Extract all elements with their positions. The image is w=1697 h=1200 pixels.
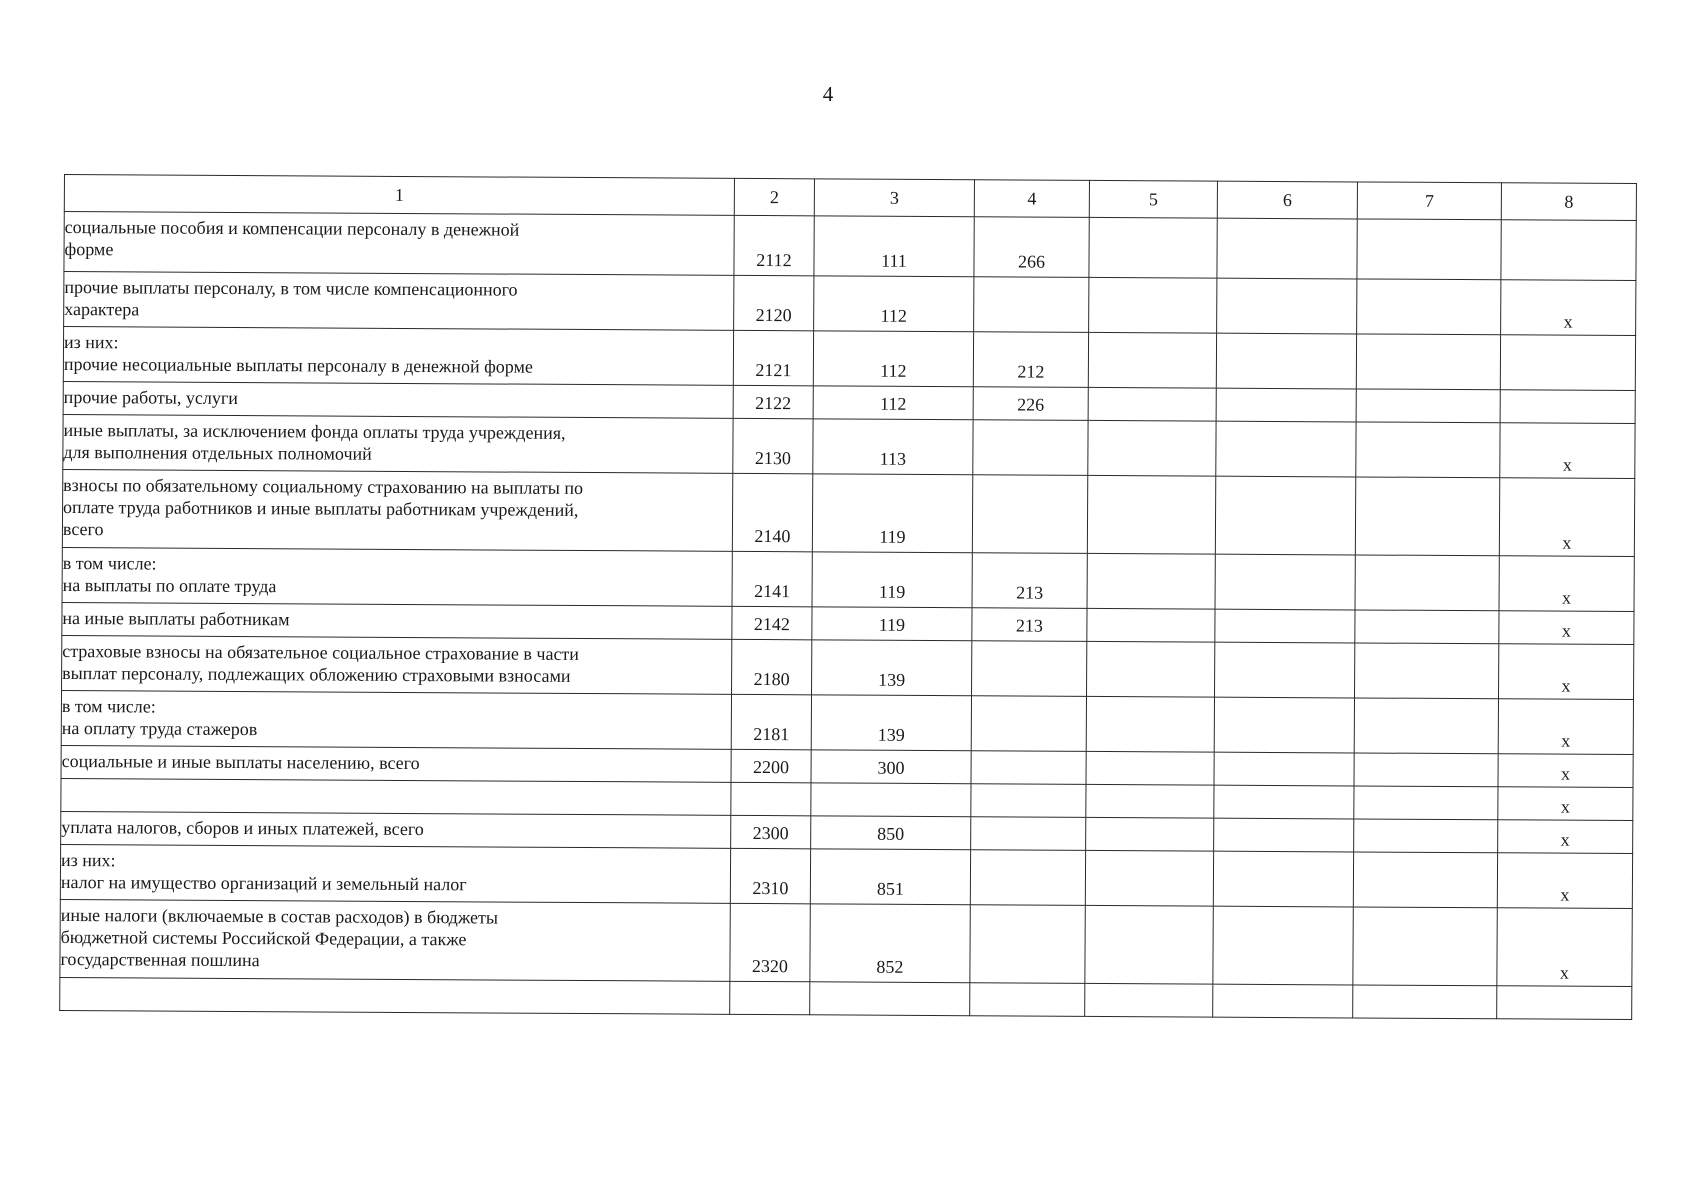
col-7-cell xyxy=(1353,985,1497,1019)
description-line: налог на имущество организаций и земельный налог xyxy=(60,871,467,895)
table-row xyxy=(62,469,1634,556)
col-6-cell xyxy=(1213,851,1353,907)
description-line xyxy=(60,982,721,986)
kosgu-code xyxy=(971,751,1086,785)
expense-type-code: 852 xyxy=(810,904,970,983)
col-6-cell xyxy=(1213,906,1353,985)
col-5-cell xyxy=(1087,641,1215,697)
description-line: прочие выплаты персоналу, в том числе компенсационного xyxy=(64,277,518,300)
row-code: 2320 xyxy=(730,903,810,981)
row-description xyxy=(61,745,731,782)
description-line: характера xyxy=(64,299,140,320)
description-line: форме xyxy=(64,239,114,260)
col-8-mark: х xyxy=(1498,820,1633,854)
row-description xyxy=(63,381,733,418)
table-body xyxy=(60,212,1637,1020)
expense-type-code: 139 xyxy=(811,695,971,751)
col-7-cell xyxy=(1356,389,1500,423)
col-6-cell xyxy=(1217,278,1357,334)
table-row xyxy=(62,547,1634,611)
table-row xyxy=(63,414,1635,478)
description-line: на иные выплаты работникам xyxy=(62,607,290,630)
row-description xyxy=(62,547,732,606)
col-8-mark: х xyxy=(1498,754,1633,788)
row-description xyxy=(62,469,732,551)
description-line: государственная пошлина xyxy=(60,948,260,971)
kosgu-code xyxy=(971,696,1086,752)
row-code: 2120 xyxy=(734,275,814,330)
table-row xyxy=(61,690,1633,754)
col-5-cell xyxy=(1086,696,1214,752)
col-8-mark xyxy=(1500,335,1635,391)
col-5-cell xyxy=(1086,817,1214,851)
col-5-cell xyxy=(1085,850,1213,906)
col-5-cell xyxy=(1085,905,1213,984)
col-5-cell xyxy=(1086,751,1214,785)
description-line: на оплату труда стажеров xyxy=(61,717,258,740)
col-5-cell xyxy=(1089,217,1217,278)
expense-type-code: 112 xyxy=(813,386,973,420)
description-line: прочие работы, услуги xyxy=(63,387,238,409)
kosgu-code xyxy=(971,784,1086,818)
col-8-mark xyxy=(1497,986,1632,1020)
row-description xyxy=(62,635,732,694)
col-7-cell xyxy=(1355,643,1499,699)
col-5-cell xyxy=(1089,277,1217,333)
col-8-mark: х xyxy=(1500,423,1635,479)
description-line xyxy=(61,783,722,787)
header-col-3: 3 xyxy=(814,179,974,217)
col-7-cell xyxy=(1354,819,1498,853)
col-8-mark: х xyxy=(1499,644,1634,700)
header-col-8: 8 xyxy=(1501,183,1636,221)
header-col-4: 4 xyxy=(974,180,1089,218)
row-code: 2310 xyxy=(730,848,810,903)
expense-type-code: 119 xyxy=(812,474,972,553)
col-7-cell xyxy=(1355,610,1499,644)
col-7-cell xyxy=(1353,852,1497,908)
col-5-cell xyxy=(1087,553,1215,609)
expense-type-code: 850 xyxy=(811,816,971,850)
col-8-mark: х xyxy=(1498,699,1633,755)
col-7-cell xyxy=(1355,477,1499,556)
row-description xyxy=(61,690,731,749)
col-6-cell xyxy=(1216,421,1356,477)
row-code: 2142 xyxy=(732,606,812,639)
row-description xyxy=(61,811,731,848)
expense-type-code: 139 xyxy=(812,640,972,696)
row-description xyxy=(60,899,730,981)
kosgu-code xyxy=(974,277,1089,333)
description-line: социальные и иные выплаты населению, всего xyxy=(61,750,420,774)
kosgu-code xyxy=(970,905,1085,984)
col-8-mark: х xyxy=(1498,787,1633,821)
row-description xyxy=(60,844,730,903)
row-code: 2180 xyxy=(732,639,812,694)
kosgu-code: 226 xyxy=(973,387,1088,421)
col-5-cell xyxy=(1085,983,1213,1017)
kosgu-code: 213 xyxy=(972,553,1087,609)
header-col-5: 5 xyxy=(1089,180,1217,218)
col-8-mark: х xyxy=(1501,280,1636,336)
expense-type-code: 119 xyxy=(812,607,972,641)
row-code: 2122 xyxy=(733,385,813,418)
col-5-cell xyxy=(1087,608,1215,642)
description-line: социальные пособия и компенсации персоналу в денежной xyxy=(64,217,520,240)
kosgu-code: 212 xyxy=(973,332,1088,388)
col-6-cell xyxy=(1215,642,1355,698)
description-line: выплат персоналу, подлежащих обложению страховыми взносами xyxy=(62,662,571,686)
col-7-cell xyxy=(1356,422,1500,478)
description-line: уплата налогов, сборов и иных платежей, всего xyxy=(61,816,424,840)
kosgu-code xyxy=(970,983,1085,1017)
col-8-mark: х xyxy=(1499,611,1634,645)
col-7-cell xyxy=(1354,698,1498,754)
header-col-6: 6 xyxy=(1217,181,1357,219)
description-line: страховые взносы на обязательное социальное страхование в части xyxy=(62,640,580,664)
description-line: на выплаты по оплате труда xyxy=(62,574,277,597)
col-5-cell xyxy=(1087,475,1215,554)
table-row xyxy=(64,212,1636,281)
row-code xyxy=(731,782,811,815)
description-line: в том числе: xyxy=(62,552,157,574)
col-6-cell xyxy=(1215,554,1355,610)
header-col-7: 7 xyxy=(1357,182,1501,220)
row-description xyxy=(61,778,731,815)
description-line: бюджетной системы Российской Федерации, а также xyxy=(60,926,467,950)
col-6-cell xyxy=(1216,388,1356,422)
col-8-mark: х xyxy=(1499,478,1634,557)
col-6-cell xyxy=(1214,785,1354,819)
col-8-mark xyxy=(1501,220,1636,281)
description-line: взносы по обязательному социальному страхованию на выплаты по xyxy=(63,475,584,498)
kosgu-code: 266 xyxy=(974,217,1089,278)
kosgu-code: 213 xyxy=(972,608,1087,642)
budget-table xyxy=(59,174,1637,1020)
description-line: иные налоги (включаемые в состав расходов) в бюджеты xyxy=(60,904,499,928)
col-8-mark: х xyxy=(1497,908,1632,987)
expense-type-code: 112 xyxy=(813,331,973,387)
col-6-cell xyxy=(1215,476,1355,555)
expense-type-code: 300 xyxy=(811,750,971,784)
col-5-cell xyxy=(1086,784,1214,818)
col-6-cell xyxy=(1214,818,1354,852)
row-code: 2140 xyxy=(732,473,812,551)
col-7-cell xyxy=(1355,555,1499,611)
col-7-cell xyxy=(1357,279,1501,335)
row-code: 2130 xyxy=(733,418,813,473)
description-line: в том числе: xyxy=(61,695,156,717)
col-6-cell xyxy=(1216,333,1356,389)
row-description xyxy=(63,327,733,386)
col-5-cell xyxy=(1088,387,1216,421)
expense-type-code: 851 xyxy=(810,849,970,905)
col-7-cell xyxy=(1354,786,1498,820)
row-description xyxy=(63,414,733,473)
col-8-mark: х xyxy=(1497,853,1632,909)
page-number: 4 xyxy=(822,82,834,106)
col-7-cell xyxy=(1354,753,1498,787)
row-code: 2121 xyxy=(733,330,813,385)
kosgu-code xyxy=(972,475,1087,554)
expense-type-code xyxy=(811,783,971,817)
row-code: 2112 xyxy=(734,215,814,275)
table-row xyxy=(60,844,1632,908)
description-line: оплате труда работников и иные выплаты работникам учреждений, xyxy=(63,497,579,520)
description-line: прочие несоциальные выплаты персоналу в денежной форме xyxy=(63,354,533,377)
col-7-cell xyxy=(1357,219,1501,280)
table-row xyxy=(62,635,1634,699)
expense-type-code: 112 xyxy=(814,276,974,332)
description-line: для выполнения отдельных полномочий xyxy=(63,442,372,464)
expense-type-code xyxy=(810,982,970,1016)
description-line: из них: xyxy=(63,332,119,353)
col-8-mark: х xyxy=(1499,556,1634,612)
row-description xyxy=(62,602,732,639)
row-code: 2300 xyxy=(731,815,811,848)
kosgu-code xyxy=(971,817,1086,851)
row-code: 2200 xyxy=(731,749,811,782)
row-code xyxy=(730,981,810,1014)
col-6-cell xyxy=(1214,752,1354,786)
col-8-mark xyxy=(1500,390,1635,424)
row-description xyxy=(64,272,734,331)
kosgu-code xyxy=(973,420,1088,476)
row-description xyxy=(60,977,730,1014)
description-line: иные выплаты, за исключением фонда оплаты труда учреждения, xyxy=(63,420,566,443)
table-row xyxy=(64,272,1636,336)
kosgu-code xyxy=(972,641,1087,697)
header-col-2: 2 xyxy=(734,178,814,215)
table-row xyxy=(60,899,1632,986)
header-col-1: 1 xyxy=(64,175,734,216)
col-6-cell xyxy=(1214,697,1354,753)
row-code: 2141 xyxy=(732,551,812,606)
row-description xyxy=(64,212,734,276)
table-row xyxy=(63,327,1635,391)
col-7-cell xyxy=(1353,907,1497,986)
expense-type-code: 119 xyxy=(812,552,972,608)
row-code: 2181 xyxy=(731,694,811,749)
description-line: всего xyxy=(62,519,104,540)
col-5-cell xyxy=(1088,332,1216,388)
col-5-cell xyxy=(1088,420,1216,476)
expense-type-code: 113 xyxy=(813,419,973,475)
expense-type-code: 111 xyxy=(814,216,974,277)
col-6-cell xyxy=(1217,218,1357,279)
description-line: из них: xyxy=(60,849,116,871)
kosgu-code xyxy=(970,850,1085,906)
col-6-cell xyxy=(1215,609,1355,643)
col-7-cell xyxy=(1356,334,1500,390)
col-6-cell xyxy=(1213,984,1353,1018)
